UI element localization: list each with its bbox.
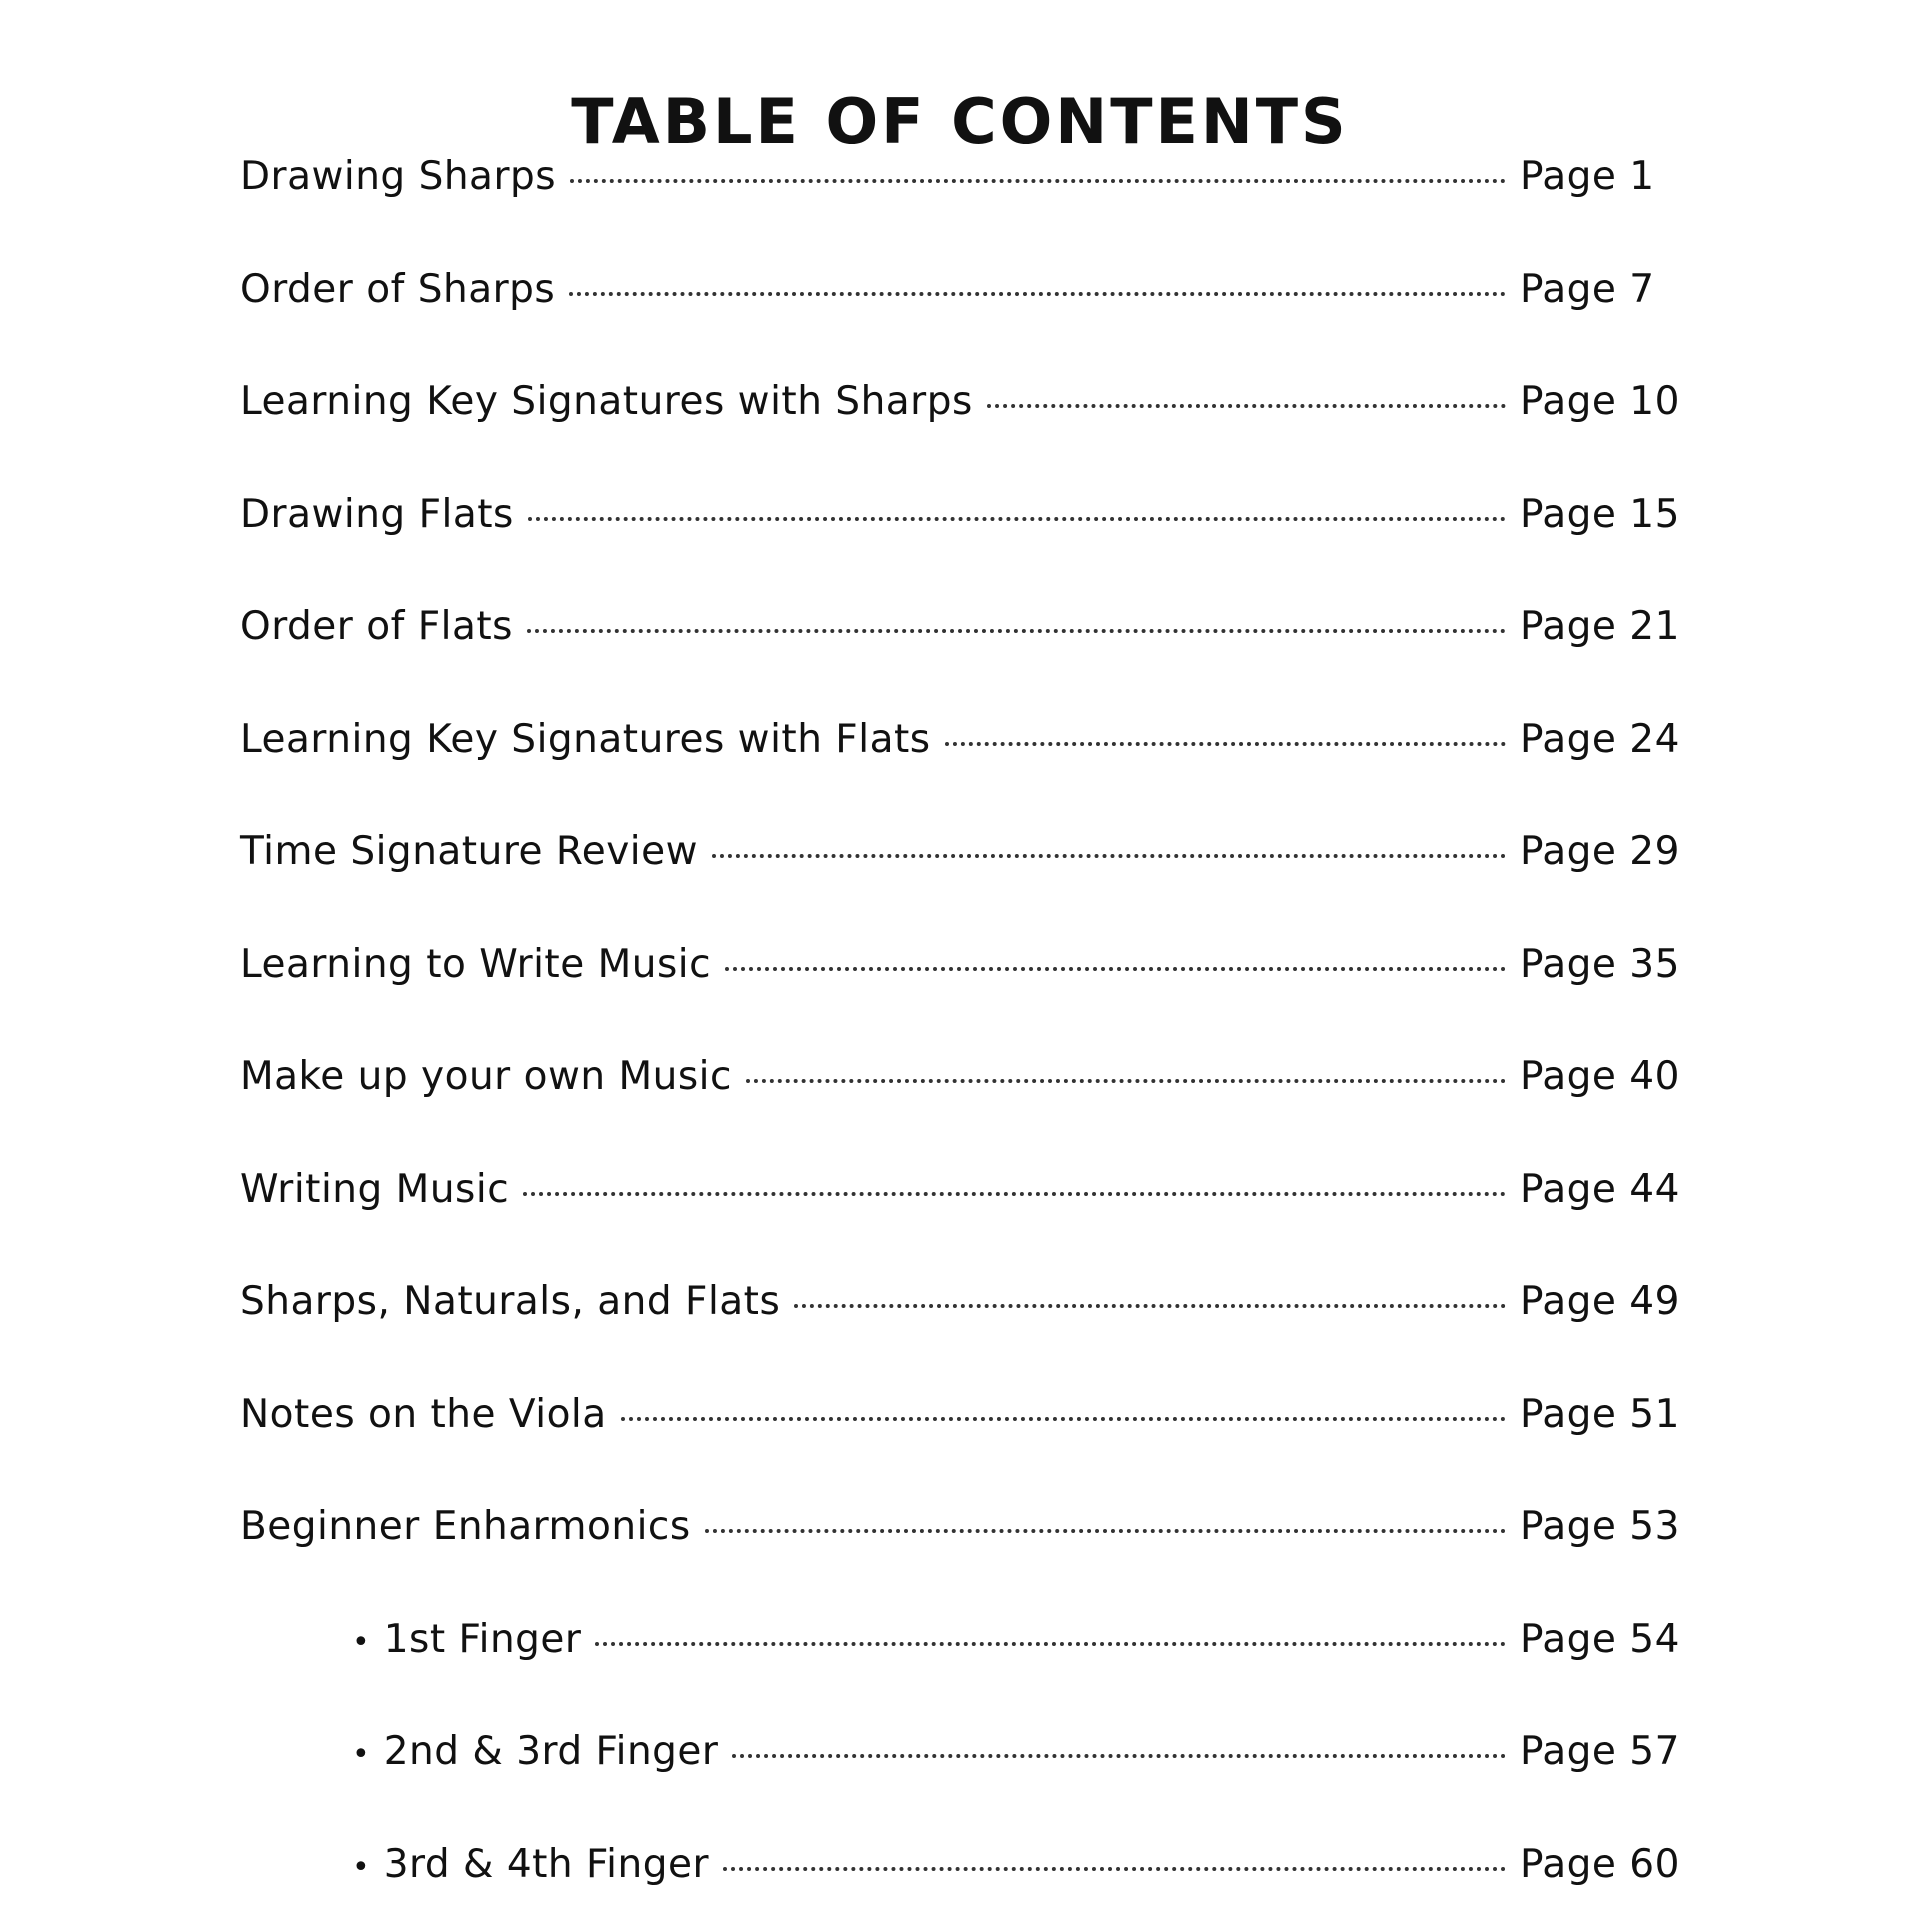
toc-entry-page: Page 51 (1520, 1370, 1670, 1460)
toc-entry-page: Page 29 (1520, 807, 1670, 897)
page-title: TABLE OF CONTENTS (0, 84, 1920, 160)
toc-entry-label: 3rd & 4th Finger (384, 1820, 709, 1910)
toc-entry-page: Page 24 (1520, 695, 1670, 785)
dot-leader (569, 292, 1506, 296)
toc-entry-page: Page 54 (1520, 1595, 1670, 1685)
bullet-icon: • (352, 1710, 370, 1800)
toc-entry-label: Notes on the Viola (240, 1370, 607, 1460)
toc-entry-label: 1st Finger (384, 1595, 582, 1685)
toc-entry-page: Page 60 (1520, 1820, 1670, 1910)
toc-entry-drawing-flats[interactable] (240, 470, 1670, 583)
toc-entry-key-signatures-sharps[interactable] (240, 357, 1670, 470)
toc-entry-page: Page 1 (1520, 132, 1670, 222)
toc-entry-notes-on-the-viola[interactable] (240, 1370, 1670, 1483)
toc-entry-label: Learning Key Signatures with Sharps (240, 357, 973, 447)
toc-entry-sharps-naturals-flats[interactable] (240, 1257, 1670, 1370)
toc-entry-label: Beginner Enharmonics (240, 1482, 691, 1572)
toc-entry-page: Page 10 (1520, 357, 1670, 447)
toc-entry-key-signatures-flats[interactable] (240, 695, 1670, 808)
toc-entry-page: Page 49 (1520, 1257, 1670, 1347)
toc-entry-page: Page 44 (1520, 1145, 1670, 1235)
toc-entry-label: Make up your own Music (240, 1032, 732, 1122)
toc-entry-learning-to-write-music[interactable] (240, 920, 1670, 1033)
dot-leader (732, 1754, 1506, 1758)
dot-leader (987, 404, 1506, 408)
toc-entry-make-up-your-own-music[interactable] (240, 1032, 1670, 1145)
toc-entry-label: Sharps, Naturals, and Flats (240, 1257, 780, 1347)
toc-entry-label: 2nd & 3rd Finger (384, 1707, 719, 1797)
dot-leader (794, 1304, 1506, 1308)
toc-entry-label: Writing Music (240, 1145, 509, 1235)
toc-entry-label: Order of Flats (240, 582, 513, 672)
dot-leader (528, 517, 1506, 521)
toc-entry-drawing-sharps[interactable] (240, 132, 1670, 245)
toc-entry-order-of-sharps[interactable] (240, 245, 1670, 358)
toc-entry-label: Learning to Write Music (240, 920, 711, 1010)
toc-entry-time-signature-review[interactable] (240, 807, 1670, 920)
toc-entry-page: Page 21 (1520, 582, 1670, 672)
toc-subentry-1st-finger[interactable] (240, 1595, 1670, 1708)
toc-entry-label: Order of Sharps (240, 245, 555, 335)
toc-entry-page: Page 53 (1520, 1482, 1670, 1572)
toc-subentry-2nd-3rd-finger[interactable] (240, 1707, 1670, 1820)
toc-entry-page: Page 57 (1520, 1707, 1670, 1797)
toc-entry-label: Drawing Flats (240, 470, 514, 560)
dot-leader (712, 854, 1506, 858)
toc-entry-label: Learning Key Signatures with Flats (240, 695, 931, 785)
dot-leader (595, 1642, 1506, 1646)
toc-entry-writing-music[interactable] (240, 1145, 1670, 1258)
toc-subentry-3rd-4th-finger[interactable] (240, 1820, 1670, 1932)
table-of-contents-list (240, 132, 1670, 1932)
dot-leader (723, 1867, 1506, 1871)
dot-leader (705, 1529, 1506, 1533)
dot-leader (945, 742, 1506, 746)
toc-entry-page: Page 7 (1520, 245, 1670, 335)
toc-entry-page: Page 35 (1520, 920, 1670, 1010)
bullet-icon: • (352, 1598, 370, 1688)
toc-entry-label: Drawing Sharps (240, 132, 556, 222)
toc-entry-label: Time Signature Review (240, 807, 698, 897)
dot-leader (746, 1079, 1506, 1083)
dot-leader (725, 967, 1506, 971)
dot-leader (527, 629, 1506, 633)
dot-leader (570, 179, 1506, 183)
dot-leader (523, 1192, 1506, 1196)
toc-entry-page: Page 40 (1520, 1032, 1670, 1122)
toc-entry-page: Page 15 (1520, 470, 1670, 560)
dot-leader (621, 1417, 1506, 1421)
toc-entry-order-of-flats[interactable] (240, 582, 1670, 695)
toc-entry-beginner-enharmonics[interactable] (240, 1482, 1670, 1595)
bullet-icon: • (352, 1823, 370, 1913)
